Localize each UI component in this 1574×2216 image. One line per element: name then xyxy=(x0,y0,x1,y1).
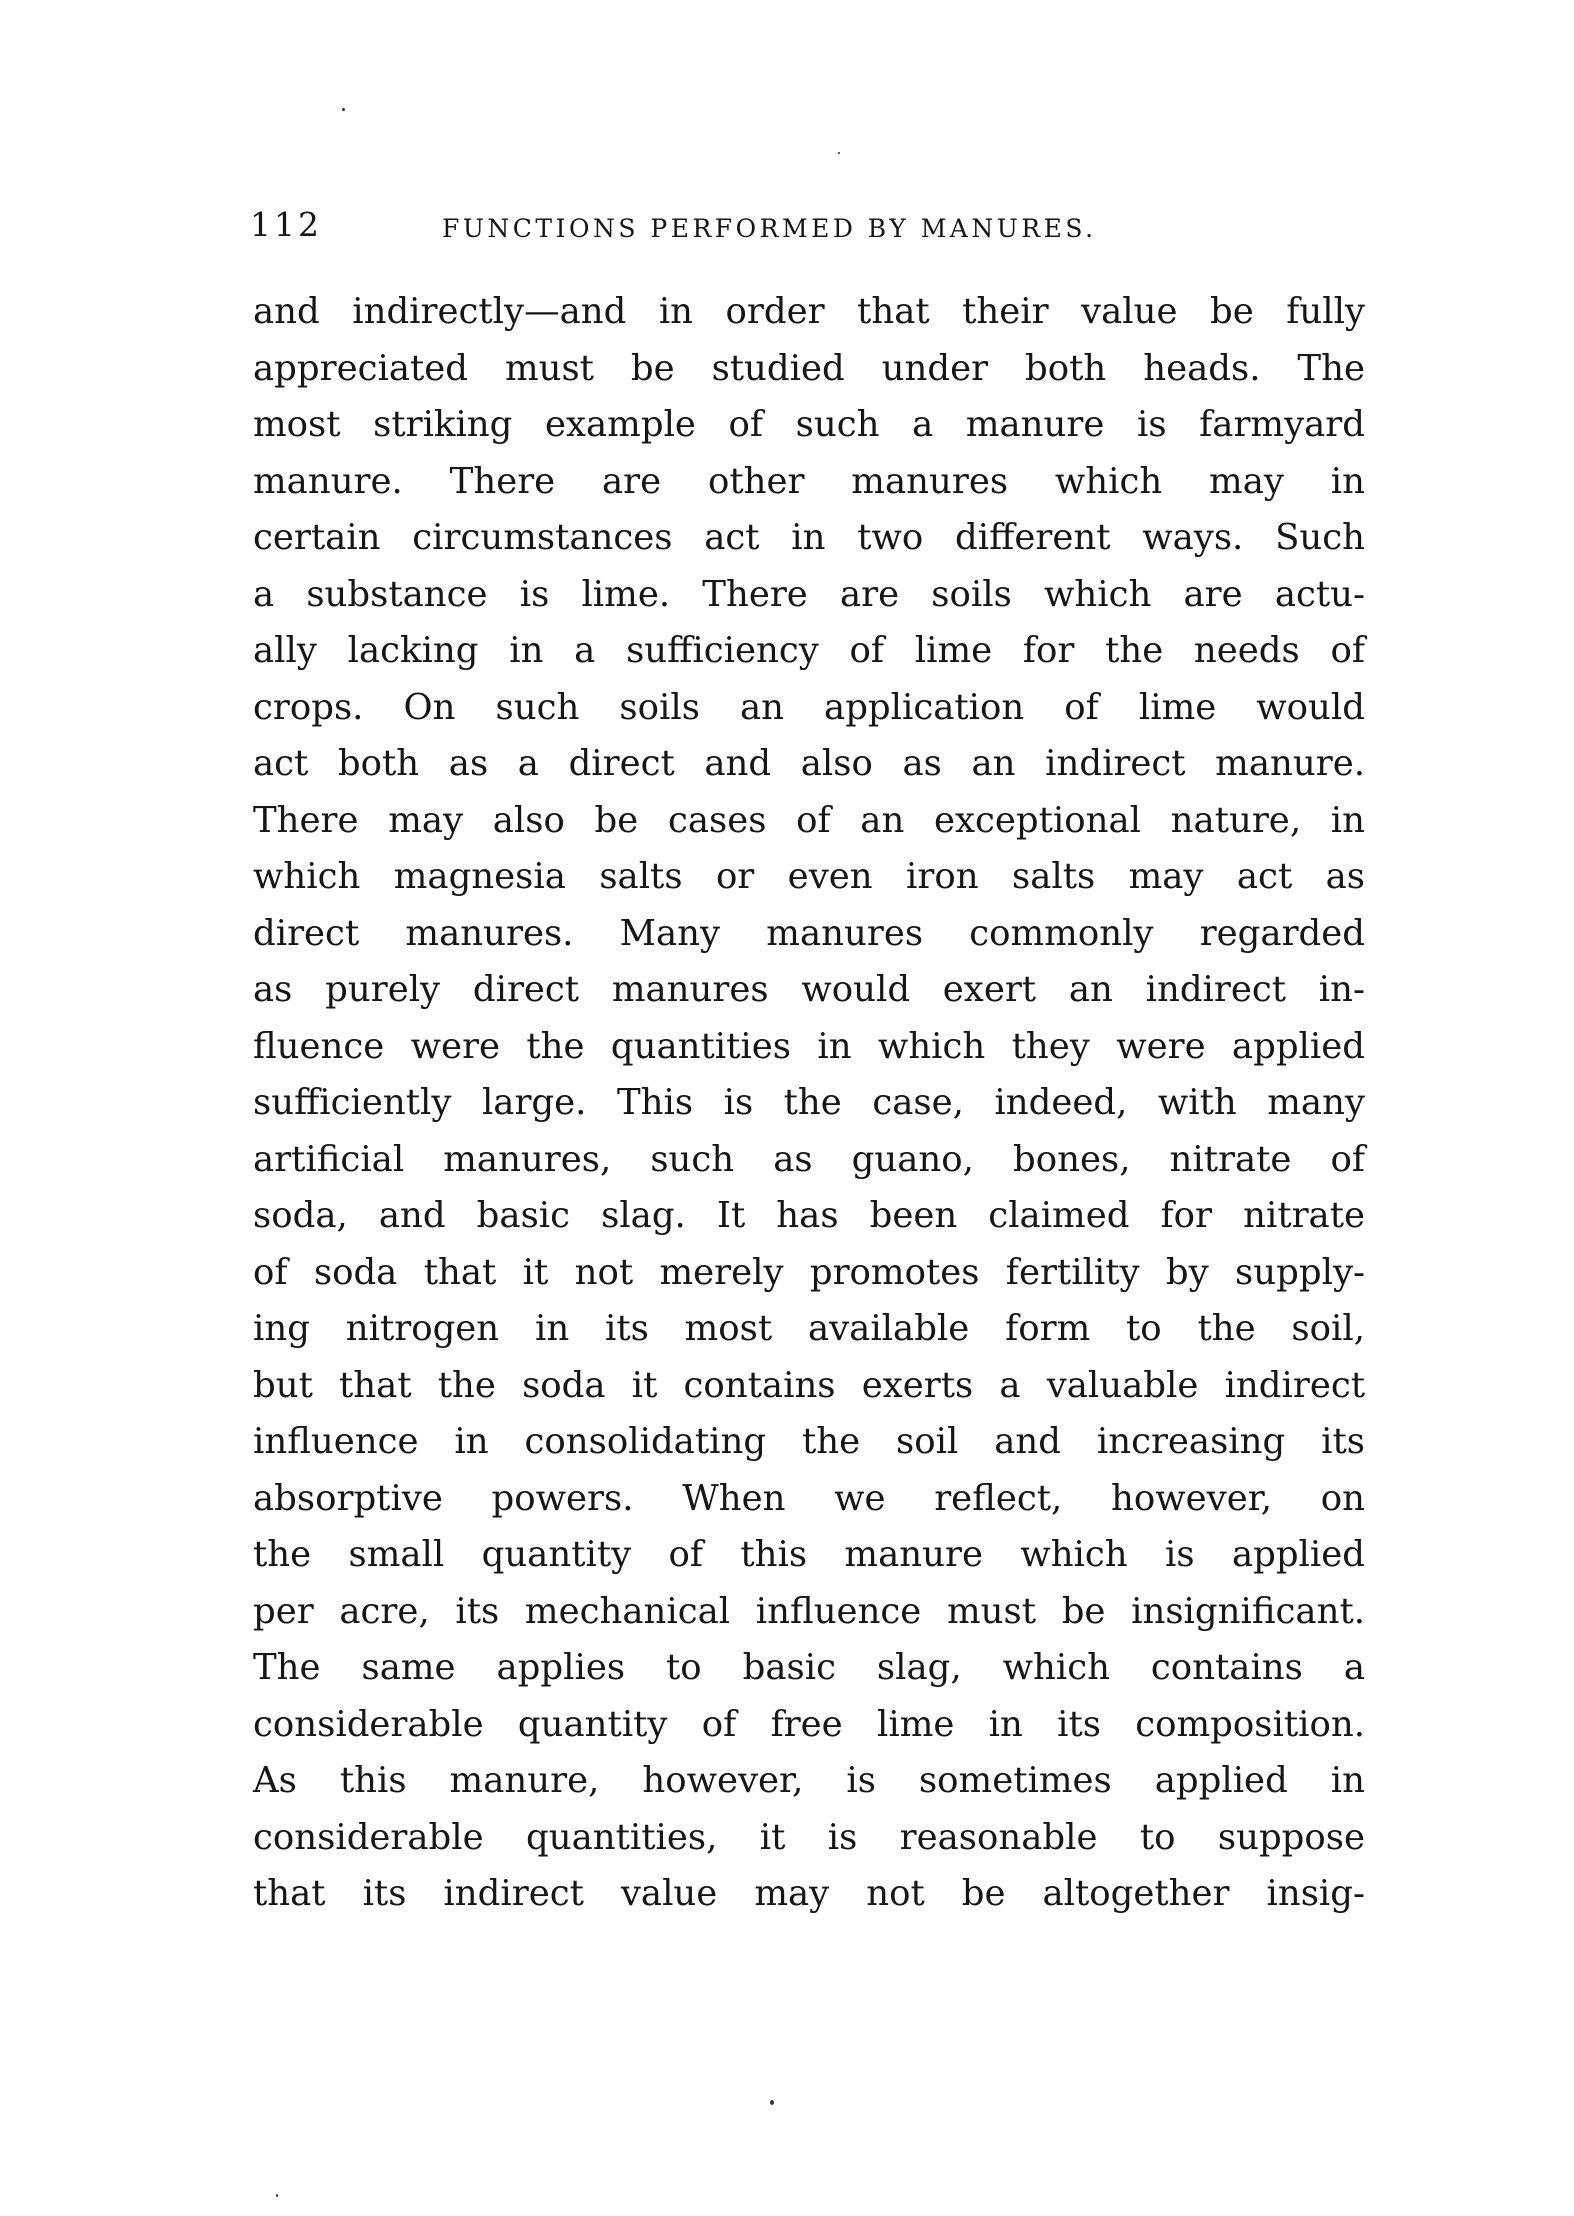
text-line: of soda that it not merely promotes fertility by supply- xyxy=(253,1251,1365,1293)
page-header xyxy=(250,200,1360,250)
text-line: as purely direct manures would exert an indirect in- xyxy=(253,969,1365,1010)
text-line: As this manure, however, is sometimes applied in xyxy=(253,1760,1365,1801)
text-line: fluence were the quantities in which they were applied xyxy=(253,1025,1365,1067)
text-line: which magnesia salts or even iron salts may act as xyxy=(253,856,1365,897)
text-line: The same applies to basic slag, which contains a xyxy=(253,1647,1365,1688)
text-line: soda, and basic slag. It has been claimed for nitrate xyxy=(253,1195,1365,1236)
text-line: sufficiently large. This is the case, indeed, with many xyxy=(253,1082,1365,1123)
text-line: absorptive powers. When we reflect, however, on xyxy=(253,1477,1365,1519)
text-line: certain circumstances act in two different ways. Such xyxy=(253,517,1365,558)
text-line: There may also be cases of an exceptional nature, in xyxy=(253,799,1365,841)
text-line: considerable quantity of free lime in its composition. xyxy=(253,1703,1365,1745)
text-line: act both as a direct and also as an indirect manure. xyxy=(253,743,1365,784)
text-line: influence in consolidating the soil and increasing its xyxy=(253,1421,1365,1462)
text-line: most striking example of such a manure is farmyard xyxy=(253,404,1365,445)
body-paragraph xyxy=(253,284,1365,1923)
text-line: appreciated must be studied under both heads. The xyxy=(253,347,1365,389)
text-line: manure. There are other manures which may in xyxy=(253,460,1365,502)
text-line: but that the soda it contains exerts a valuable indirect xyxy=(253,1364,1365,1406)
scan-speck xyxy=(342,108,345,111)
text-line: the small quantity of this manure which is applied xyxy=(253,1534,1365,1575)
text-line: ing nitrogen in its most available form to the soil, xyxy=(253,1308,1365,1349)
scan-speck xyxy=(276,2194,278,2197)
text-line: and indirectly—and in order that their value be fully xyxy=(253,291,1365,332)
page-number: 112 xyxy=(250,205,322,244)
text-line: considerable quantities, it is reasonable to suppose xyxy=(253,1816,1365,1858)
scan-speck xyxy=(770,2100,774,2105)
text-line: crops. On such soils an application of lime would xyxy=(253,686,1365,728)
text-line: ally lacking in a sufficiency of lime for the needs of xyxy=(253,630,1365,671)
scan-speck xyxy=(838,152,840,154)
text-line: that its indirect value may not be altogether insig- xyxy=(253,1873,1365,1914)
text-line: a substance is lime. There are soils which are actu- xyxy=(253,573,1365,615)
running-head: FUNCTIONS PERFORMED BY MANURES. xyxy=(442,214,1097,243)
text-line: artificial manures, such as guano, bones, nitrate of xyxy=(253,1138,1365,1180)
text-line: direct manures. Many manures commonly regarded xyxy=(253,912,1365,954)
text-line: per acre, its mechanical influence must be insignificant. xyxy=(253,1590,1365,1632)
